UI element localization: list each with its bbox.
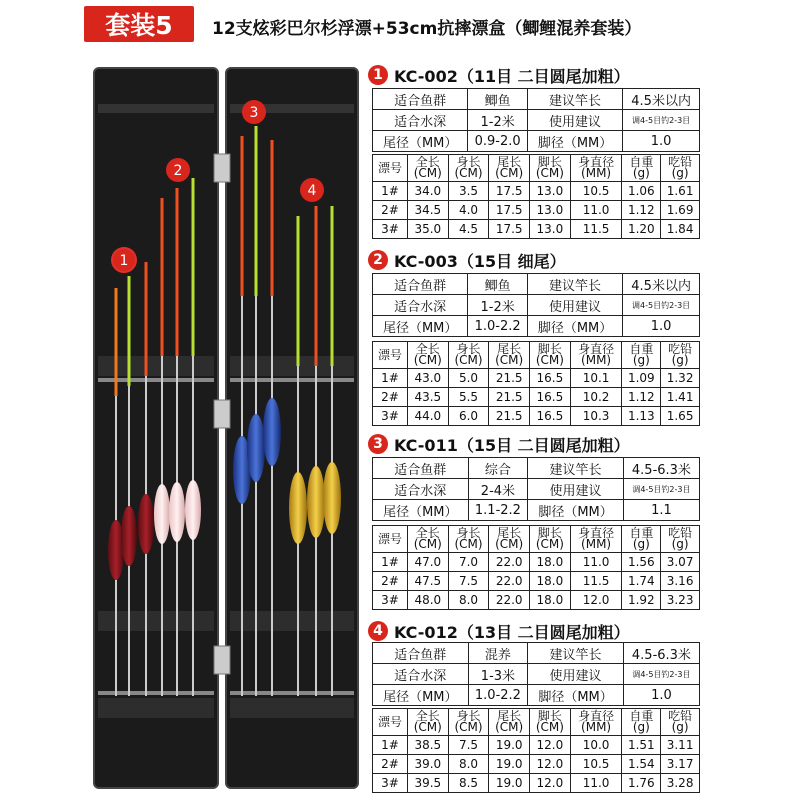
column-header: 全长 (CM) [407,342,448,369]
table-cell: 8.0 [448,591,489,610]
table-cell: 19.0 [489,755,530,774]
table-row [373,553,700,572]
table-cell: 1.65 [661,407,700,426]
spec-cell: 调4-5目钓2-3目 [623,110,700,131]
column-header: 脚长 (CM) [530,709,571,736]
spec-cell: 1.0-2.2 [468,685,528,706]
section-header [368,433,630,455]
spec-cell: 脚径（MM） [527,316,622,337]
table-cell: 34.5 [407,201,448,220]
table-cell: 39.0 [407,755,448,774]
spec-cell: 4.5米以内 [623,89,700,110]
spec-cell: 综合 [468,458,528,479]
table-cell: 47.5 [407,572,448,591]
spec-cell: 使用建议 [528,664,624,685]
spec-cell: 适合鱼群 [373,458,469,479]
table-cell: 11.5 [570,220,622,239]
column-header: 脚长 (CM) [530,155,571,182]
table-cell: 3.11 [661,736,700,755]
table-cell: 6.0 [448,407,489,426]
box-marker-1 [112,248,136,272]
table-cell: 1.20 [622,220,661,239]
table-cell: 7.0 [448,553,489,572]
spec-cell: 建议竿长 [527,89,622,110]
section-header [368,64,630,86]
table-cell: 1.74 [622,572,661,591]
dimension-table [372,708,700,793]
float-box-image [92,66,362,790]
box-marker-2 [166,158,190,182]
spec-table [372,88,700,152]
table-row [373,591,700,610]
table-cell: 1.13 [622,407,661,426]
table-cell: 17.5 [489,201,530,220]
table-cell: 16.5 [530,369,571,388]
spec-cell: 1-2米 [468,110,527,131]
table-cell: 1.51 [622,736,661,755]
table-cell: 11.0 [570,774,622,793]
spec-cell: 鲫鱼 [468,274,527,295]
spec-cell: 适合水深 [373,110,468,131]
spec-cell: 适合鱼群 [373,274,468,295]
table-cell: 10.2 [570,388,622,407]
spec-cell: 4.5米以内 [623,274,700,295]
column-header: 身直径 (MM) [570,155,622,182]
column-header: 身长 (CM) [448,709,489,736]
section-number: 2 [368,250,388,270]
table-cell: 22.0 [489,591,530,610]
table-cell: 1.06 [622,182,661,201]
column-header: 吃铅 (g) [661,709,700,736]
table-cell: 13.0 [530,220,571,239]
spec-cell: 2-4米 [468,479,528,500]
column-header: 漂号 [373,155,408,182]
table-cell: 12.0 [530,774,571,793]
column-header: 尾长 (CM) [489,526,530,553]
column-header: 自重 (g) [622,342,661,369]
column-header: 脚长 (CM) [530,526,571,553]
spec-cell: 尾径（MM） [373,685,469,706]
table-cell: 3.17 [661,755,700,774]
spec-cell: 适合鱼群 [373,643,469,664]
column-header: 身直径 (MM) [570,709,622,736]
table-row [373,388,700,407]
table-cell: 11.0 [570,553,622,572]
float-box-illustration [92,66,362,790]
table-cell: 3# [373,407,408,426]
table-cell: 10.5 [570,182,622,201]
box-marker-4 [300,178,324,202]
table-row [373,774,700,793]
dimension-table [372,525,700,610]
table-cell: 2# [373,201,408,220]
table-cell: 1.69 [661,201,700,220]
column-header: 漂号 [373,342,408,369]
spec-cell: 建议竿长 [528,643,624,664]
column-header: 吃铅 (g) [661,526,700,553]
table-cell: 5.0 [448,369,489,388]
table-cell: 47.0 [407,553,448,572]
table-cell: 3# [373,591,408,610]
column-header: 吃铅 (g) [661,155,700,182]
product-title: 12支炫彩巴尔杉浮漂+53cm抗摔漂盒（鲫鲤混养套装） [212,19,642,39]
spec-cell: 脚径（MM） [528,685,624,706]
table-cell: 10.5 [570,755,622,774]
column-header: 自重 (g) [622,709,661,736]
table-cell: 1.12 [622,388,661,407]
table-cell: 8.5 [448,774,489,793]
table-cell: 10.0 [570,736,622,755]
table-cell: 2# [373,388,408,407]
table-cell: 19.0 [489,736,530,755]
spec-table [372,457,700,521]
table-cell: 1.84 [661,220,700,239]
spec-cell: 1-2米 [468,295,527,316]
table-cell: 34.0 [407,182,448,201]
spec-cell: 鲫鱼 [468,89,527,110]
table-cell: 1# [373,182,408,201]
column-header: 身直径 (MM) [570,526,622,553]
column-header: 自重 (g) [622,155,661,182]
column-header: 自重 (g) [622,526,661,553]
table-row [373,369,700,388]
section-title: KC-012（13目 二目圆尾加粗） [394,622,630,642]
table-cell: 3# [373,220,408,239]
spec-cell: 1.0 [623,685,699,706]
table-row [373,201,700,220]
table-cell: 1# [373,369,408,388]
table-cell: 17.5 [489,220,530,239]
table-cell: 12.0 [570,591,622,610]
table-cell: 1# [373,553,408,572]
spec-cell: 适合水深 [373,479,469,500]
spec-cell: 0.9-2.0 [468,131,527,152]
spec-table [372,642,700,706]
table-cell: 2# [373,755,408,774]
table-cell: 43.0 [407,369,448,388]
svg-text:4: 4 [307,183,317,199]
spec-cell: 4.5-6.3米 [623,643,699,664]
table-cell: 21.5 [489,407,530,426]
table-cell: 1.41 [661,388,700,407]
spec-cell: 尾径（MM） [373,316,468,337]
table-cell: 1.61 [661,182,700,201]
column-header: 脚长 (CM) [530,342,571,369]
table-row [373,182,700,201]
spec-cell: 尾径（MM） [373,500,469,521]
table-cell: 1# [373,736,408,755]
spec-cell: 混养 [468,643,528,664]
table-cell: 13.0 [530,182,571,201]
spec-cell: 1.0-2.2 [468,316,527,337]
table-cell: 1.92 [622,591,661,610]
column-header: 吃铅 (g) [661,342,700,369]
column-header: 全长 (CM) [407,709,448,736]
table-cell: 1.12 [622,201,661,220]
table-row [373,407,700,426]
table-cell: 48.0 [407,591,448,610]
spec-cell: 使用建议 [528,479,624,500]
table-cell: 1.76 [622,774,661,793]
spec-cell: 1.0 [623,316,700,337]
table-cell: 3.07 [661,553,700,572]
table-cell: 17.5 [489,182,530,201]
spec-cell: 4.5-6.3米 [623,458,699,479]
table-cell: 10.1 [570,369,622,388]
column-header: 身长 (CM) [448,155,489,182]
spec-cell: 脚径（MM） [527,131,622,152]
section-number: 3 [368,434,388,454]
table-cell: 16.5 [530,388,571,407]
table-cell: 22.0 [489,572,530,591]
table-cell: 7.5 [448,572,489,591]
spec-cell: 1.1-2.2 [468,500,528,521]
table-cell: 38.5 [407,736,448,755]
section-number: 1 [368,65,388,85]
table-cell: 13.0 [530,201,571,220]
table-cell: 11.5 [570,572,622,591]
column-header: 漂号 [373,709,408,736]
table-cell: 4.0 [448,201,489,220]
table-cell: 3# [373,774,408,793]
svg-text:2: 2 [173,163,183,179]
table-cell: 3.5 [448,182,489,201]
column-header: 身直径 (MM) [570,342,622,369]
table-cell: 19.0 [489,774,530,793]
table-cell: 1.54 [622,755,661,774]
dimension-table [372,154,700,239]
table-cell: 12.0 [530,736,571,755]
column-header: 身长 (CM) [448,526,489,553]
table-cell: 43.5 [407,388,448,407]
spec-cell: 适合鱼群 [373,89,468,110]
column-header: 尾长 (CM) [489,709,530,736]
dimension-table [372,341,700,426]
table-cell: 11.0 [570,201,622,220]
column-header: 尾长 (CM) [489,155,530,182]
spec-cell: 1.0 [623,131,700,152]
spec-cell: 建议竿长 [527,274,622,295]
column-header: 全长 (CM) [407,526,448,553]
set-badge: 套装5 [84,6,194,42]
section-header [368,620,630,642]
table-cell: 35.0 [407,220,448,239]
table-row [373,572,700,591]
spec-cell: 1-3米 [468,664,528,685]
section-title: KC-002（11目 二目圆尾加粗） [394,66,630,86]
table-cell: 39.5 [407,774,448,793]
table-cell: 18.0 [530,553,571,572]
table-cell: 7.5 [448,736,489,755]
table-row [373,736,700,755]
table-row [373,220,700,239]
table-cell: 2# [373,572,408,591]
column-header: 身长 (CM) [448,342,489,369]
table-cell: 4.5 [448,220,489,239]
spec-cell: 1.1 [623,500,699,521]
spec-cell: 使用建议 [527,110,622,131]
table-cell: 22.0 [489,553,530,572]
table-cell: 3.23 [661,591,700,610]
section-title: KC-003（15目 细尾） [394,251,566,271]
table-cell: 12.0 [530,755,571,774]
spec-table [372,273,700,337]
table-cell: 44.0 [407,407,448,426]
spec-cell: 脚径（MM） [528,500,624,521]
table-row [373,755,700,774]
spec-cell: 适合水深 [373,664,469,685]
spec-cell: 尾径（MM） [373,131,468,152]
table-cell: 18.0 [530,591,571,610]
column-header: 漂号 [373,526,408,553]
section-title: KC-011（15目 二目圆尾加粗） [394,435,630,455]
spec-cell: 使用建议 [527,295,622,316]
table-cell: 1.32 [661,369,700,388]
section-number: 4 [368,621,388,641]
table-cell: 1.09 [622,369,661,388]
table-cell: 10.3 [570,407,622,426]
table-cell: 21.5 [489,369,530,388]
svg-text:1: 1 [119,253,129,269]
table-cell: 3.16 [661,572,700,591]
table-cell: 5.5 [448,388,489,407]
box-marker-3 [242,100,266,124]
spec-cell: 调4-5目钓2-3目 [623,664,699,685]
table-cell: 18.0 [530,572,571,591]
table-cell: 21.5 [489,388,530,407]
table-cell: 16.5 [530,407,571,426]
spec-cell: 适合水深 [373,295,468,316]
section-header [368,249,566,271]
table-cell: 3.28 [661,774,700,793]
table-cell: 1.56 [622,553,661,572]
svg-text:3: 3 [249,105,259,121]
column-header: 尾长 (CM) [489,342,530,369]
spec-cell: 建议竿长 [528,458,624,479]
column-header: 全长 (CM) [407,155,448,182]
spec-cell: 调4-5目钓2-3目 [623,479,699,500]
table-cell: 8.0 [448,755,489,774]
spec-cell: 调4-5目钓2-3目 [623,295,700,316]
